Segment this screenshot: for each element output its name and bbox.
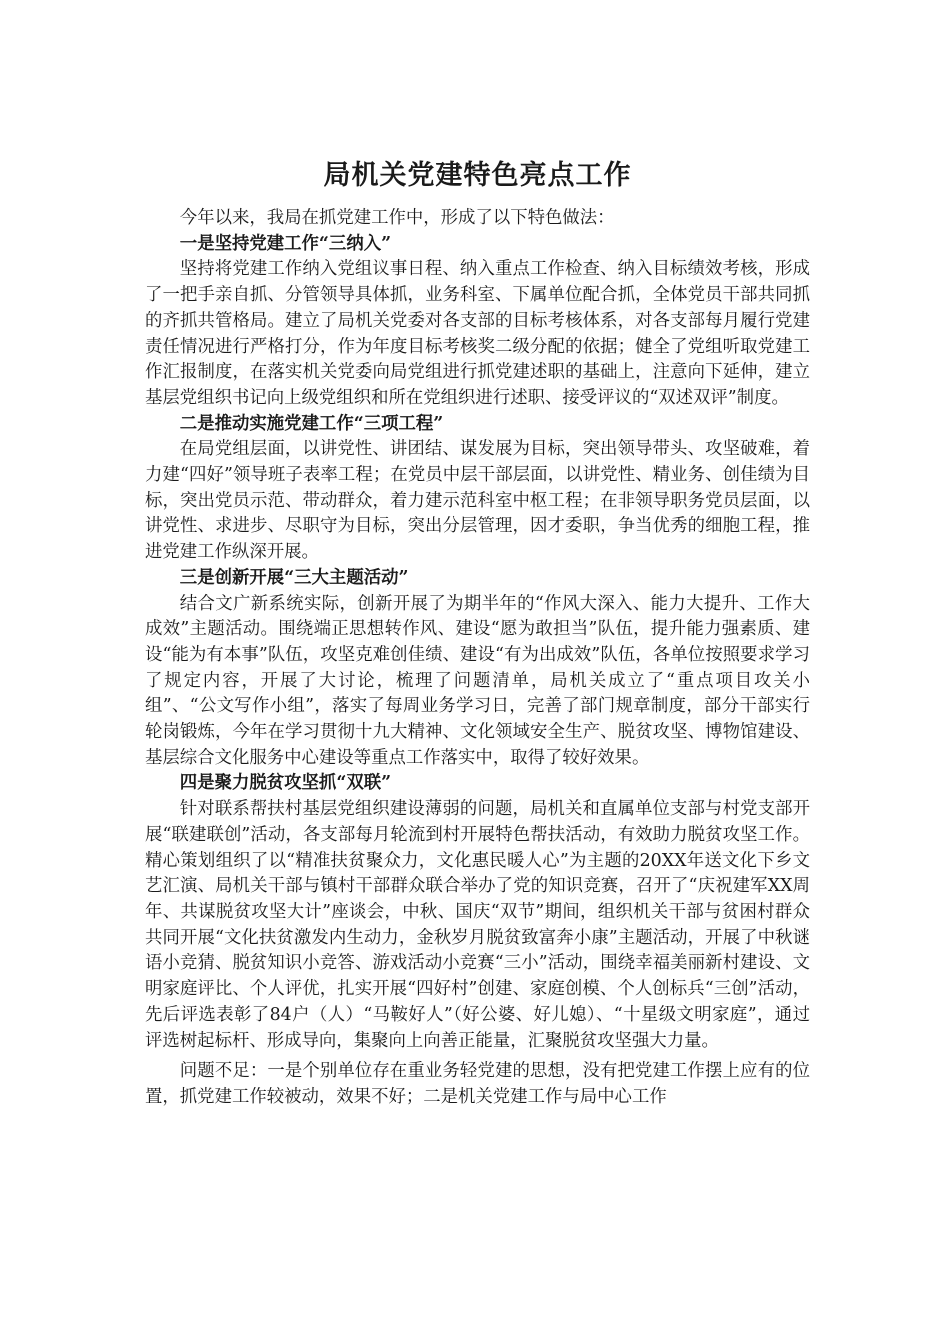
section-4-body: 针对联系帮扶村基层党组织建设薄弱的问题，局机关和直属单位支部与村党支部开展“联建联创”活动，各支部每月轮流到村开展特色帮扶活动，有效助力脱贫攻坚工作。精心策划组织了以“精准扶贫聚众力，文化惠民暖人心”为主题的20XX年送文化下乡文艺汇演、局机关干部与镇村干部群众联合举办了党的知识竞赛，召开了“庆祝建军XX周年、共谋脱贫攻坚大计”座谈会，中秋、国庆“双节”期间，组织机关干部与贫困村群众共同开展“文化扶贫激发内生动力，金秋岁月脱贫致富奔小康”主题活动，开展了中秋谜语小竞猜、脱贫知识小竞答、游戏活动小竞赛“三小”活动，围绕幸福美丽新村建设、文明家庭评比、个人评优，扎实开展“四好村”创建、家庭创模、个人创标兵“三创”活动，先后评选表彰了84户（人）“马鞍好人”（好公婆、好儿媳）、“十星级文明家庭”，通过评选树起标杆、形成导向，集聚向上向善正能量，汇聚脱贫攻坚强大力量。: [145, 799, 810, 1051]
document-page: [145, 158, 810, 1111]
section-1-body: 坚持将党建工作纳入党组议事日程、纳入重点工作检查、纳入目标绩效考核，形成了一把手亲自抓、分管领导具体抓，业务科室、下属单位配合抓，全体党员干部共同抓的齐抓共管格局。建立了局机关党委对各支部的目标考核体系，对各支部每月履行党建责任情况进行严格打分，作为年度目标考核奖二级分配的依据；健全了党组听取党建工作汇报制度，在落实机关党委向局党组进行抓党建述职的基础上，注意向下延伸，建立基层党组织书记向上级党组织和所在党组织进行述职、接受评议的“双述双评”制度。: [145, 259, 810, 408]
document-title: 局机关党建特色亮点工作: [323, 160, 632, 191]
section-3-body: 结合文广新系统实际，创新开展了为期半年的“作风大深入、能力大提升、工作大成效”主题活动。围绕端正思想转作风、建设“愿为敢担当”队伍，提升能力强素质、建设“能为有本事”队伍，攻坚克难创佳绩、建设“有为出成效”队伍，各单位按照要求学习了规定内容，开展了大讨论，梳理了问题清单，局机关成立了“重点项目攻关小组”、“公文写作小组”，落实了每周业务学习日，完善了部门规章制度，部分干部实行轮岗锻炼，今年在学习贯彻十九大精神、文化领域安全生产、脱贫攻坚、博物馆建设、基层综合文化服务中心建设等重点工作落实中，取得了较好效果。: [145, 593, 810, 768]
section-2-heading: 二是推动实施党建工作“三项工程”: [179, 413, 444, 434]
problems-paragraph: 问题不足：一是个别单位存在重业务轻党建的思想，没有把党建工作摆上应有的位置，抓党建工作较被动，效果不好；二是机关党建工作与局中心工作: [145, 1061, 810, 1107]
section-4-heading: 四是聚力脱贫攻坚抓“双联”: [179, 773, 392, 794]
section-2-body: 在局党组层面，以讲党性、讲团结、谋发展为目标，突出领导带头、攻坚破难，着力建“四好”领导班子表率工程；在党员中层干部层面，以讲党性、精业务、创佳绩为目标，突出党员示范、带动群众，着力建示范科室中枢工程；在非领导职务党员层面，以讲党性、求进步、尽职守为目标，突出分层管理，因才委职，争当优秀的细胞工程，推进党建工作纵深开展。: [145, 439, 810, 563]
section-3-heading: 三是创新开展“三大主题活动”: [179, 567, 409, 588]
intro-paragraph: 今年以来，我局在抓党建工作中，形成了以下特色做法：: [179, 208, 615, 228]
section-1-heading: 一是坚持党建工作“三纳入”: [179, 233, 392, 254]
